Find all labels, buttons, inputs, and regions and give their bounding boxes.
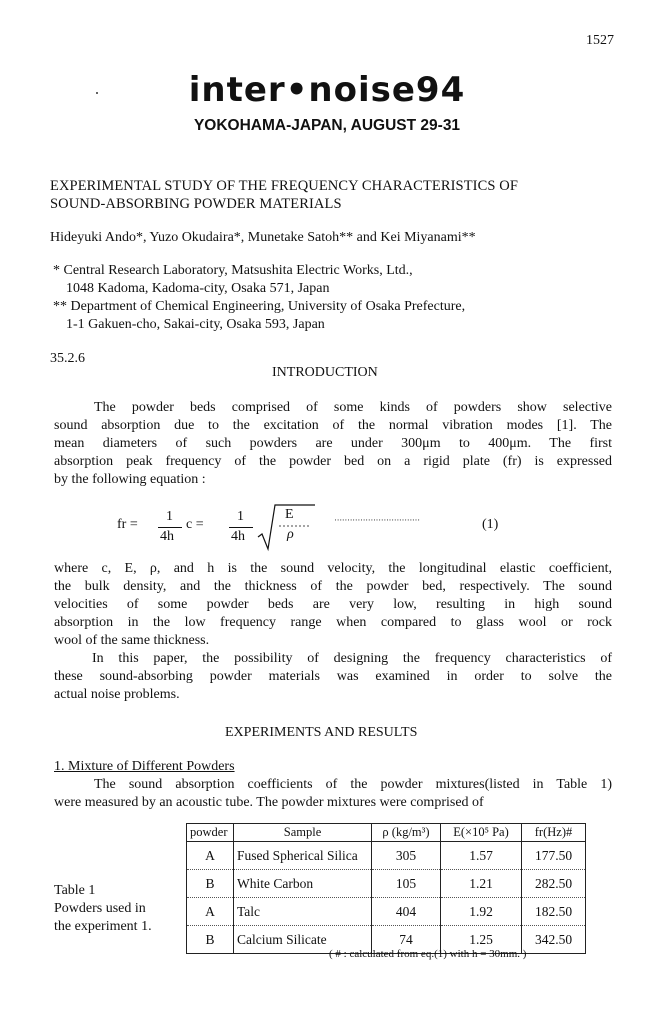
eq-den1: 4h bbox=[160, 529, 174, 544]
text-line: velocities of some powder beds are very low, resulting in high sound bbox=[54, 597, 612, 612]
text-line: were measured by an acoustic tube. The powder mixtures were comprised of bbox=[54, 795, 484, 810]
affiliation-line: ** Department of Chemical Engineering, University of Osaka Prefecture, bbox=[53, 299, 466, 314]
header-cell: fr(Hz)# bbox=[522, 824, 586, 842]
caption-line: the experiment 1. bbox=[54, 919, 152, 934]
table-cell: Fused Spherical Silica bbox=[234, 842, 372, 870]
eq-num2: 1 bbox=[237, 509, 244, 524]
subsection-heading: 1. Mixture of Different Powders bbox=[54, 759, 235, 774]
conference-location: YOKOHAMA-JAPAN, AUGUST 29-31 bbox=[193, 117, 461, 134]
text-line: where c, E, ρ, and h is the sound velocity, the longitudinal elastic coefficient, bbox=[54, 561, 612, 576]
text-line: these sound-absorbing powder materials was examined in order to solve the bbox=[54, 669, 612, 684]
affiliation-line: 1-1 Gakuen-cho, Sakai-city, Osaka 593, Japan bbox=[66, 317, 325, 332]
eq-num1: 1 bbox=[166, 509, 173, 524]
paper-title bbox=[50, 177, 518, 213]
table-cell: White Carbon bbox=[234, 870, 372, 898]
table-row bbox=[187, 870, 586, 898]
table-cell: 305 bbox=[372, 842, 441, 870]
affiliation-line: * Central Research Laboratory, Matsushita Electric Works, Ltd., bbox=[53, 263, 413, 278]
table-cell: 105 bbox=[372, 870, 441, 898]
table-cell: A bbox=[187, 898, 234, 926]
eq-c: c = bbox=[186, 517, 204, 532]
table-cell: 182.50 bbox=[522, 898, 586, 926]
table-row bbox=[187, 898, 586, 926]
table-cell: Talc bbox=[234, 898, 372, 926]
conference-logo: inter•noise94 bbox=[188, 70, 466, 110]
title-line: SOUND-ABSORBING POWDER MATERIALS bbox=[50, 196, 342, 212]
text-line: absorption peak frequency of the powder bed on a rigid plate (fr) is expressed bbox=[54, 454, 612, 469]
table-cell: 282.50 bbox=[522, 870, 586, 898]
eq-rad-den: ρ bbox=[287, 527, 294, 542]
page-number: 1527 bbox=[586, 33, 614, 48]
header-cell: ρ (kg/m³) bbox=[372, 824, 441, 842]
table-cell: 1.57 bbox=[441, 842, 522, 870]
affiliations bbox=[53, 262, 465, 334]
text-line: mean diameters of such powders are under 300μm to 400μm. The first bbox=[54, 436, 612, 451]
eq-rad-num: E bbox=[285, 507, 294, 522]
authors: Hideyuki Ando*, Yuzo Okudaira*, Munetake Satoh** and Kei Miyanami** bbox=[50, 230, 476, 245]
affiliation-line: 1048 Kadoma, Kadoma-city, Osaka 571, Japan bbox=[66, 281, 330, 296]
table-cell: 1.92 bbox=[441, 898, 522, 926]
header-cell: powder bbox=[187, 824, 234, 842]
table-cell: A bbox=[187, 842, 234, 870]
table-cell: 342.50 bbox=[522, 926, 586, 954]
table-cell: 404 bbox=[372, 898, 441, 926]
eq-leader-dots: ································· bbox=[334, 515, 420, 525]
table-cell: B bbox=[187, 870, 234, 898]
caption-line: Powders used in bbox=[54, 901, 146, 916]
caption-line: Table 1 bbox=[54, 883, 96, 898]
text-line: absorption in the low frequency range when compared to glass wool or rock bbox=[54, 615, 612, 630]
text-line: The sound absorption coefficients of the powder mixtures(listed in Table 1) bbox=[94, 777, 612, 792]
intro-paragraph-2 bbox=[54, 560, 612, 650]
table-row bbox=[187, 842, 586, 870]
header-cell: E(×10⁵ Pa) bbox=[441, 824, 522, 842]
table-cell: Calcium Silicate bbox=[234, 926, 372, 954]
table-cell: 74 bbox=[372, 926, 441, 954]
intro-heading: INTRODUCTION bbox=[272, 365, 378, 380]
table-cell: 1.21 bbox=[441, 870, 522, 898]
eq-lhs: fr = bbox=[117, 517, 138, 532]
text-line: by the following equation : bbox=[54, 472, 206, 487]
title-line: EXPERIMENTAL STUDY OF THE FREQUENCY CHARACTERISTICS OF bbox=[50, 178, 518, 194]
eq-fraction-bar bbox=[158, 527, 182, 528]
header-cell: Sample bbox=[234, 824, 372, 842]
intro-paragraph-1 bbox=[54, 399, 612, 489]
text-line: In this paper, the possibility of designing the frequency characteristics of bbox=[92, 651, 612, 666]
eq-den2: 4h bbox=[231, 529, 245, 544]
experiments-heading: EXPERIMENTS AND RESULTS bbox=[225, 725, 418, 740]
eq-number: (1) bbox=[482, 517, 499, 532]
eq-fraction-bar bbox=[229, 527, 253, 528]
section-code: 35.2.6 bbox=[50, 351, 85, 366]
text-line: sound absorption due to the excitation of the normal vibration modes [1]. The bbox=[54, 418, 612, 433]
text-line: the bulk density, and the thickness of the powder bed, respectively. The sound bbox=[54, 579, 612, 594]
table-cell: 177.50 bbox=[522, 842, 586, 870]
table-header-row bbox=[187, 824, 586, 842]
text-line: wool of the same thickness. bbox=[54, 633, 210, 648]
table-caption bbox=[54, 882, 152, 936]
experiments-paragraph bbox=[54, 776, 612, 812]
table-footnote: ( # : calculated from eq.(1) with h = 30mm. ) bbox=[329, 948, 527, 960]
intro-paragraph-3 bbox=[54, 650, 612, 704]
text-line: The powder beds comprised of some kinds of powders show selective bbox=[94, 400, 612, 415]
table-cell: 1.25 bbox=[441, 926, 522, 954]
powders-table bbox=[186, 823, 586, 954]
table-cell: B bbox=[187, 926, 234, 954]
text-line: actual noise problems. bbox=[54, 687, 180, 702]
